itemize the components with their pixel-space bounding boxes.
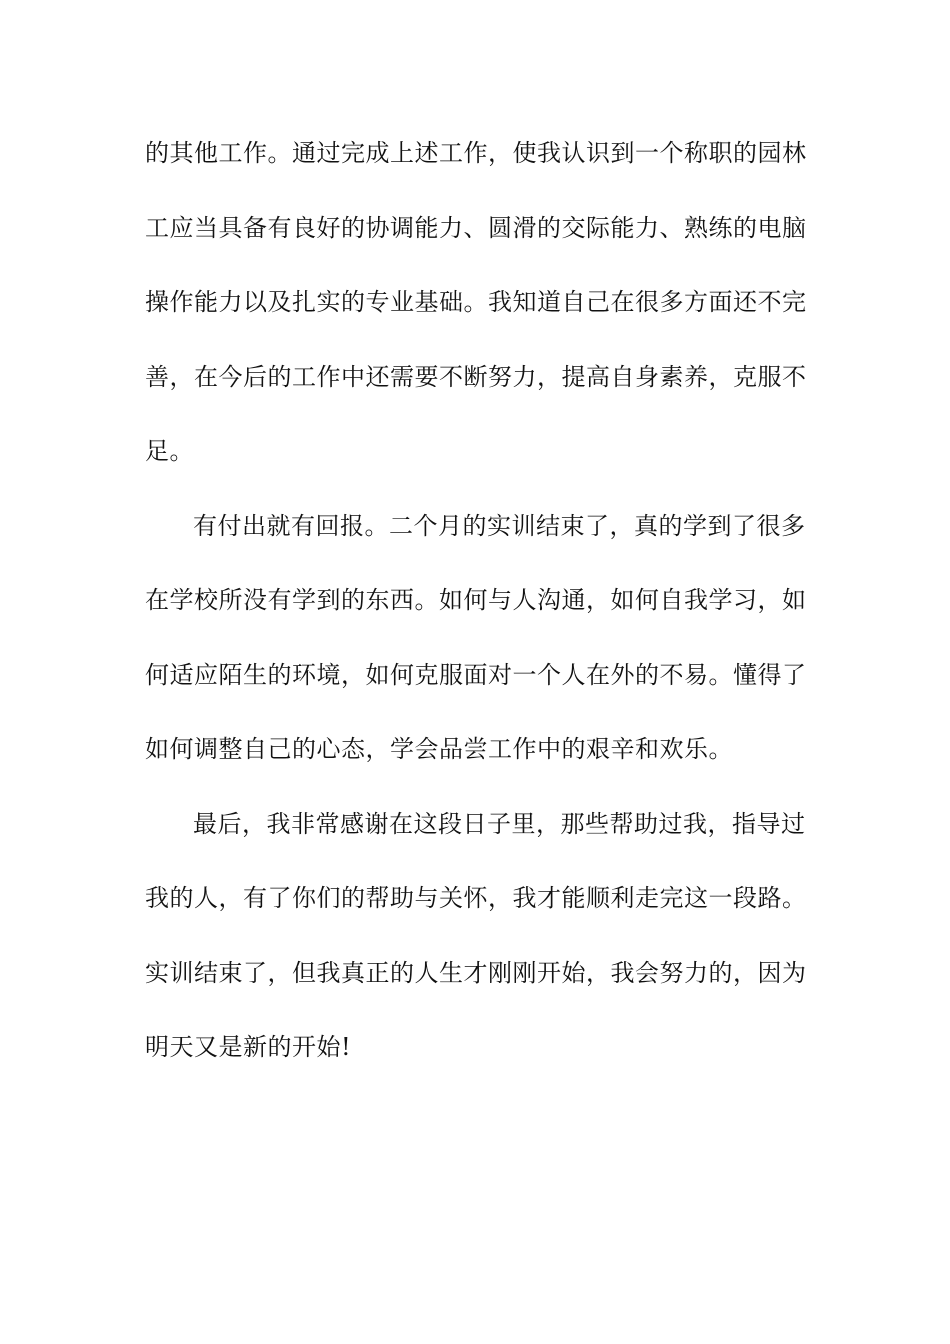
document-body	[145, 133, 815, 1102]
paragraph-first-line: 最后，我非常感谢在这段日子里，那些帮助过我，指导过	[193, 809, 806, 838]
text-line: 在学校所没有学到的东西。如何与人沟通，如何自我学习，如	[145, 586, 807, 614]
text-line: 足。	[145, 437, 194, 465]
text-line: 明天又是新的开始!	[145, 1033, 352, 1061]
text-line: 操作能力以及扎实的专业基础。我知道自己在很多方面还不完	[145, 288, 807, 316]
text-line: 工应当具备有良好的协调能力、圆滑的交际能力、熟练的电脑	[145, 213, 807, 242]
text-line: 善，在今后的工作中还需要不断努力，提高自身素养，克服不	[145, 362, 807, 391]
paragraph-first-line: 有付出就有回报。二个月的实训结束了，真的学到了很多	[193, 511, 806, 540]
text-line: 的其他工作。通过完成上述工作，使我认识到一个称职的园林	[145, 139, 807, 167]
text-line: 我的人，有了你们的帮助与关怀，我才能顺利走完这一段路。	[145, 884, 807, 912]
text-line: 如何调整自己的心态，学会品尝工作中的艰辛和欢乐。	[145, 735, 733, 763]
text-line: 何适应陌生的环境，如何克服面对一个人在外的不易。懂得了	[145, 660, 807, 689]
text-line: 实训结束了，但我真正的人生才刚刚开始，我会努力的，因为	[145, 958, 807, 987]
